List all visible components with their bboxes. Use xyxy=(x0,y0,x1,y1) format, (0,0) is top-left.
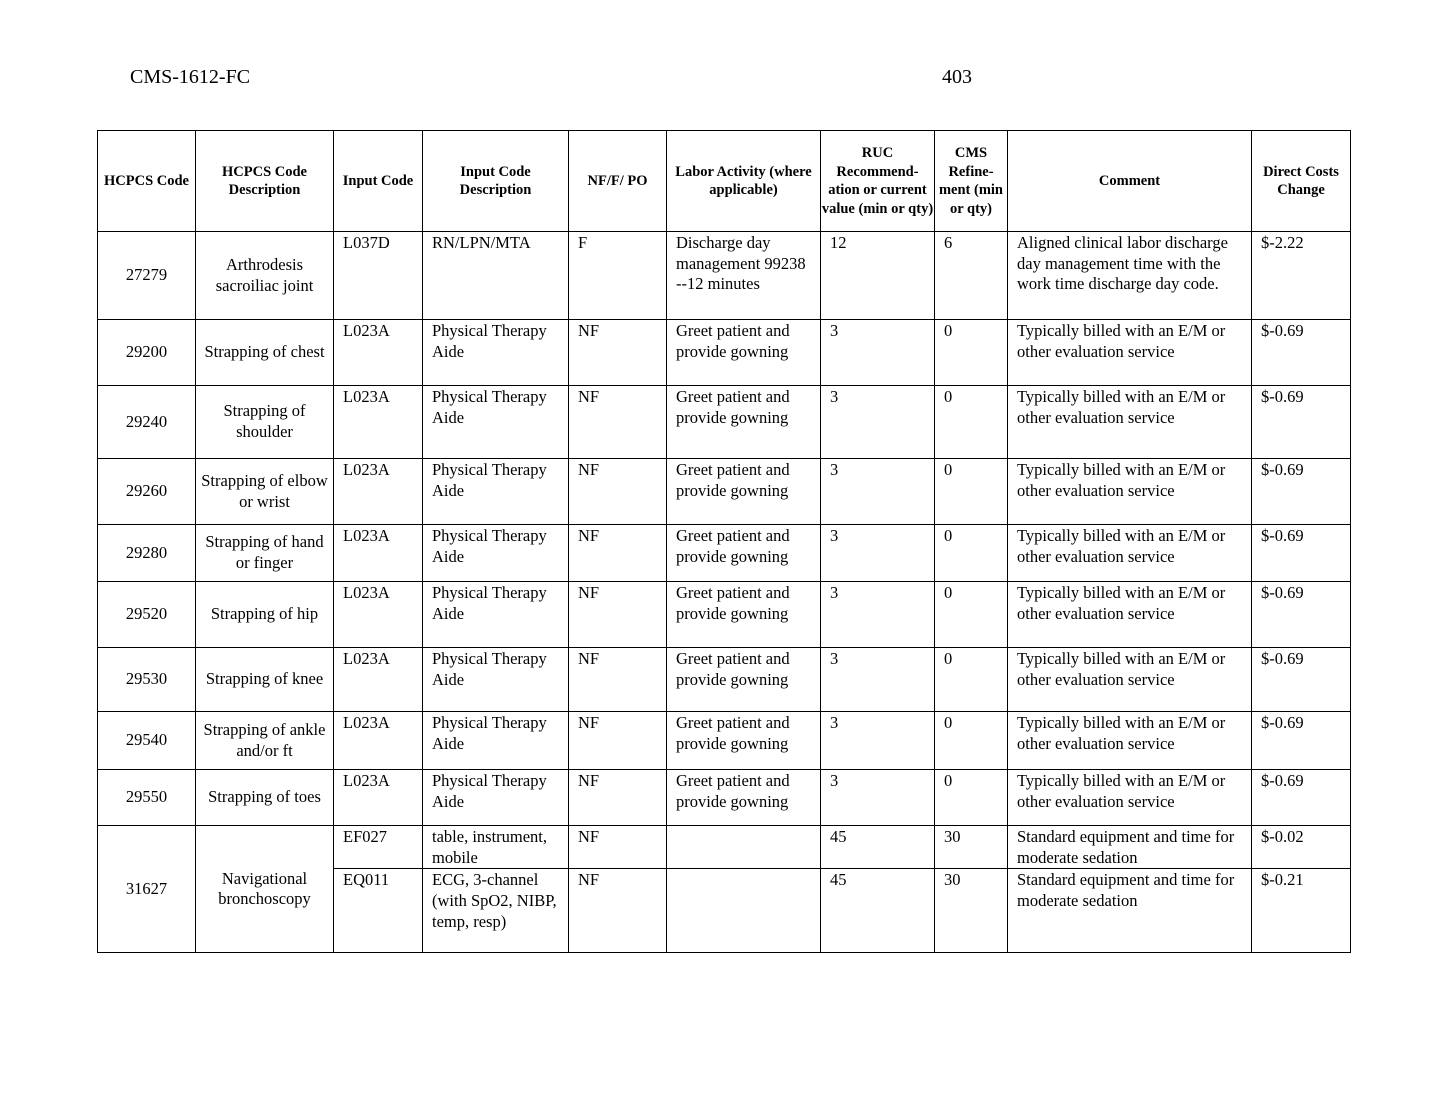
ruc-value-cell: 3 xyxy=(821,770,935,826)
ruc-value-cell: 45 xyxy=(821,826,935,869)
labor-activity-cell: Greet patient and provide gowning xyxy=(667,770,821,826)
nf-f-po-cell: NF xyxy=(569,770,667,826)
hcpcs-code-cell: 29550 xyxy=(98,770,196,826)
hcpcs-code-cell: 29200 xyxy=(98,320,196,386)
direct-cost-change-cell: $-0.69 xyxy=(1252,525,1351,582)
table-row xyxy=(98,648,1351,712)
nf-f-po-cell: NF xyxy=(569,712,667,770)
input-code-cell: EF027 xyxy=(334,826,423,869)
ruc-value-cell: 3 xyxy=(821,648,935,712)
input-code-cell: L023A xyxy=(334,648,423,712)
ruc-value-cell: 3 xyxy=(821,459,935,525)
labor-activity-cell: Greet patient and provide gowning xyxy=(667,386,821,459)
direct-cost-change-cell: $-0.69 xyxy=(1252,712,1351,770)
ruc-value-cell: 3 xyxy=(821,712,935,770)
input-description-cell: Physical Therapy Aide xyxy=(423,582,569,648)
comment-cell: Typically billed with an E/M or other evaluation service xyxy=(1008,712,1252,770)
input-code-cell: EQ011 xyxy=(334,869,423,953)
hcpcs-description-cell: Arthrodesis sacroiliac joint xyxy=(196,232,334,320)
col-cms-refinement: CMS Refine-ment (min or qty) xyxy=(935,131,1008,232)
input-code-cell: L037D xyxy=(334,232,423,320)
input-code-cell: L023A xyxy=(334,459,423,525)
table-row xyxy=(98,525,1351,582)
hcpcs-code-cell: 29520 xyxy=(98,582,196,648)
comment-cell: Standard equipment and time for moderate sedation xyxy=(1008,869,1252,953)
direct-cost-change-cell: $-0.69 xyxy=(1252,582,1351,648)
labor-activity-cell xyxy=(667,869,821,953)
hcpcs-code-cell: 29530 xyxy=(98,648,196,712)
cms-refinement-cell: 30 xyxy=(935,826,1008,869)
ruc-value-cell: 45 xyxy=(821,869,935,953)
table-row xyxy=(98,712,1351,770)
hcpcs-description-cell: Strapping of knee xyxy=(196,648,334,712)
nf-f-po-cell: NF xyxy=(569,582,667,648)
labor-activity-cell: Greet patient and provide gowning xyxy=(667,648,821,712)
comment-cell: Typically billed with an E/M or other evaluation service xyxy=(1008,648,1252,712)
hcpcs-description-cell: Strapping of hip xyxy=(196,582,334,648)
input-description-cell: ECG, 3-channel (with SpO2, NIBP, temp, resp) xyxy=(423,869,569,953)
ruc-value-cell: 3 xyxy=(821,320,935,386)
cms-refinement-cell: 0 xyxy=(935,648,1008,712)
cms-refinement-cell: 0 xyxy=(935,582,1008,648)
comment-cell: Standard equipment and time for moderate sedation xyxy=(1008,826,1252,869)
hcpcs-code-cell: 31627 xyxy=(98,826,196,953)
input-code-cell: L023A xyxy=(334,582,423,648)
input-code-cell: L023A xyxy=(334,712,423,770)
nf-f-po-cell: NF xyxy=(569,648,667,712)
input-description-cell: Physical Therapy Aide xyxy=(423,386,569,459)
labor-activity-cell: Greet patient and provide gowning xyxy=(667,712,821,770)
hcpcs-description-cell: Strapping of elbow or wrist xyxy=(196,459,334,525)
cost-changes-table xyxy=(97,130,1351,953)
labor-activity-cell: Greet patient and provide gowning xyxy=(667,582,821,648)
comment-cell: Typically billed with an E/M or other evaluation service xyxy=(1008,386,1252,459)
nf-f-po-cell: NF xyxy=(569,525,667,582)
direct-cost-change-cell: $-0.69 xyxy=(1252,770,1351,826)
ruc-value-cell: 3 xyxy=(821,386,935,459)
ruc-value-cell: 12 xyxy=(821,232,935,320)
nf-f-po-cell: F xyxy=(569,232,667,320)
comment-cell: Typically billed with an E/M or other evaluation service xyxy=(1008,459,1252,525)
direct-cost-change-cell: $-2.22 xyxy=(1252,232,1351,320)
table-row xyxy=(98,826,1351,869)
hcpcs-code-cell: 29540 xyxy=(98,712,196,770)
labor-activity-cell: Discharge day management 99238 --12 minutes xyxy=(667,232,821,320)
direct-cost-change-cell: $-0.69 xyxy=(1252,386,1351,459)
cms-refinement-cell: 0 xyxy=(935,386,1008,459)
input-code-cell: L023A xyxy=(334,320,423,386)
document-id: CMS-1612-FC xyxy=(130,66,251,88)
nf-f-po-cell: NF xyxy=(569,386,667,459)
input-description-cell: Physical Therapy Aide xyxy=(423,320,569,386)
direct-cost-change-cell: $-0.21 xyxy=(1252,869,1351,953)
table-row xyxy=(98,320,1351,386)
input-description-cell: Physical Therapy Aide xyxy=(423,712,569,770)
table-row xyxy=(98,459,1351,525)
direct-cost-change-cell: $-0.02 xyxy=(1252,826,1351,869)
col-hcpcs-description: HCPCS Code Description xyxy=(196,131,334,232)
comment-cell: Typically billed with an E/M or other evaluation service xyxy=(1008,525,1252,582)
input-description-cell: table, instrument, mobile xyxy=(423,826,569,869)
input-description-cell: Physical Therapy Aide xyxy=(423,648,569,712)
input-description-cell: Physical Therapy Aide xyxy=(423,525,569,582)
hcpcs-code-cell: 29280 xyxy=(98,525,196,582)
cms-refinement-cell: 30 xyxy=(935,869,1008,953)
cms-refinement-cell: 0 xyxy=(935,712,1008,770)
labor-activity-cell: Greet patient and provide gowning xyxy=(667,459,821,525)
labor-activity-cell xyxy=(667,826,821,869)
hcpcs-code-cell: 27279 xyxy=(98,232,196,320)
col-nf-f-po: NF/F/ PO xyxy=(569,131,667,232)
cms-refinement-cell: 0 xyxy=(935,459,1008,525)
direct-cost-change-cell: $-0.69 xyxy=(1252,648,1351,712)
labor-activity-cell: Greet patient and provide gowning xyxy=(667,320,821,386)
cms-refinement-cell: 0 xyxy=(935,320,1008,386)
comment-cell: Typically billed with an E/M or other evaluation service xyxy=(1008,582,1252,648)
comment-cell: Typically billed with an E/M or other evaluation service xyxy=(1008,770,1252,826)
cms-refinement-cell: 0 xyxy=(935,525,1008,582)
col-input-code: Input Code xyxy=(334,131,423,232)
input-description-cell: RN/LPN/MTA xyxy=(423,232,569,320)
hcpcs-description-cell: Strapping of hand or finger xyxy=(196,525,334,582)
hcpcs-description-cell: Navigational bronchoscopy xyxy=(196,826,334,953)
col-direct-costs-change: Direct Costs Change xyxy=(1252,131,1351,232)
nf-f-po-cell: NF xyxy=(569,826,667,869)
input-description-cell: Physical Therapy Aide xyxy=(423,459,569,525)
input-code-cell: L023A xyxy=(334,525,423,582)
nf-f-po-cell: NF xyxy=(569,320,667,386)
table-row xyxy=(98,582,1351,648)
hcpcs-description-cell: Strapping of ankle and/or ft xyxy=(196,712,334,770)
input-description-cell: Physical Therapy Aide xyxy=(423,770,569,826)
col-ruc-recommendation: RUC Recommend-ation or current value (min or qty) xyxy=(821,131,935,232)
hcpcs-description-cell: Strapping of chest xyxy=(196,320,334,386)
ruc-value-cell: 3 xyxy=(821,525,935,582)
direct-cost-change-cell: $-0.69 xyxy=(1252,459,1351,525)
hcpcs-code-cell: 29240 xyxy=(98,386,196,459)
input-code-cell: L023A xyxy=(334,386,423,459)
hcpcs-description-cell: Strapping of toes xyxy=(196,770,334,826)
comment-cell: Aligned clinical labor discharge day management time with the work time discharge day code. xyxy=(1008,232,1252,320)
labor-activity-cell: Greet patient and provide gowning xyxy=(667,525,821,582)
ruc-value-cell: 3 xyxy=(821,582,935,648)
comment-cell: Typically billed with an E/M or other evaluation service xyxy=(1008,320,1252,386)
col-labor-activity: Labor Activity (where applicable) xyxy=(667,131,821,232)
hcpcs-description-cell: Strapping of shoulder xyxy=(196,386,334,459)
page-number: 403 xyxy=(942,66,972,88)
col-hcpcs-code: HCPCS Code xyxy=(98,131,196,232)
cms-refinement-cell: 6 xyxy=(935,232,1008,320)
cms-refinement-cell: 0 xyxy=(935,770,1008,826)
col-comment: Comment xyxy=(1008,131,1252,232)
nf-f-po-cell: NF xyxy=(569,459,667,525)
table-row xyxy=(98,232,1351,320)
nf-f-po-cell: NF xyxy=(569,869,667,953)
table-header-row xyxy=(98,131,1351,232)
input-code-cell: L023A xyxy=(334,770,423,826)
direct-cost-change-cell: $-0.69 xyxy=(1252,320,1351,386)
hcpcs-code-cell: 29260 xyxy=(98,459,196,525)
table-row xyxy=(98,386,1351,459)
table-row xyxy=(98,770,1351,826)
col-input-description: Input Code Description xyxy=(423,131,569,232)
